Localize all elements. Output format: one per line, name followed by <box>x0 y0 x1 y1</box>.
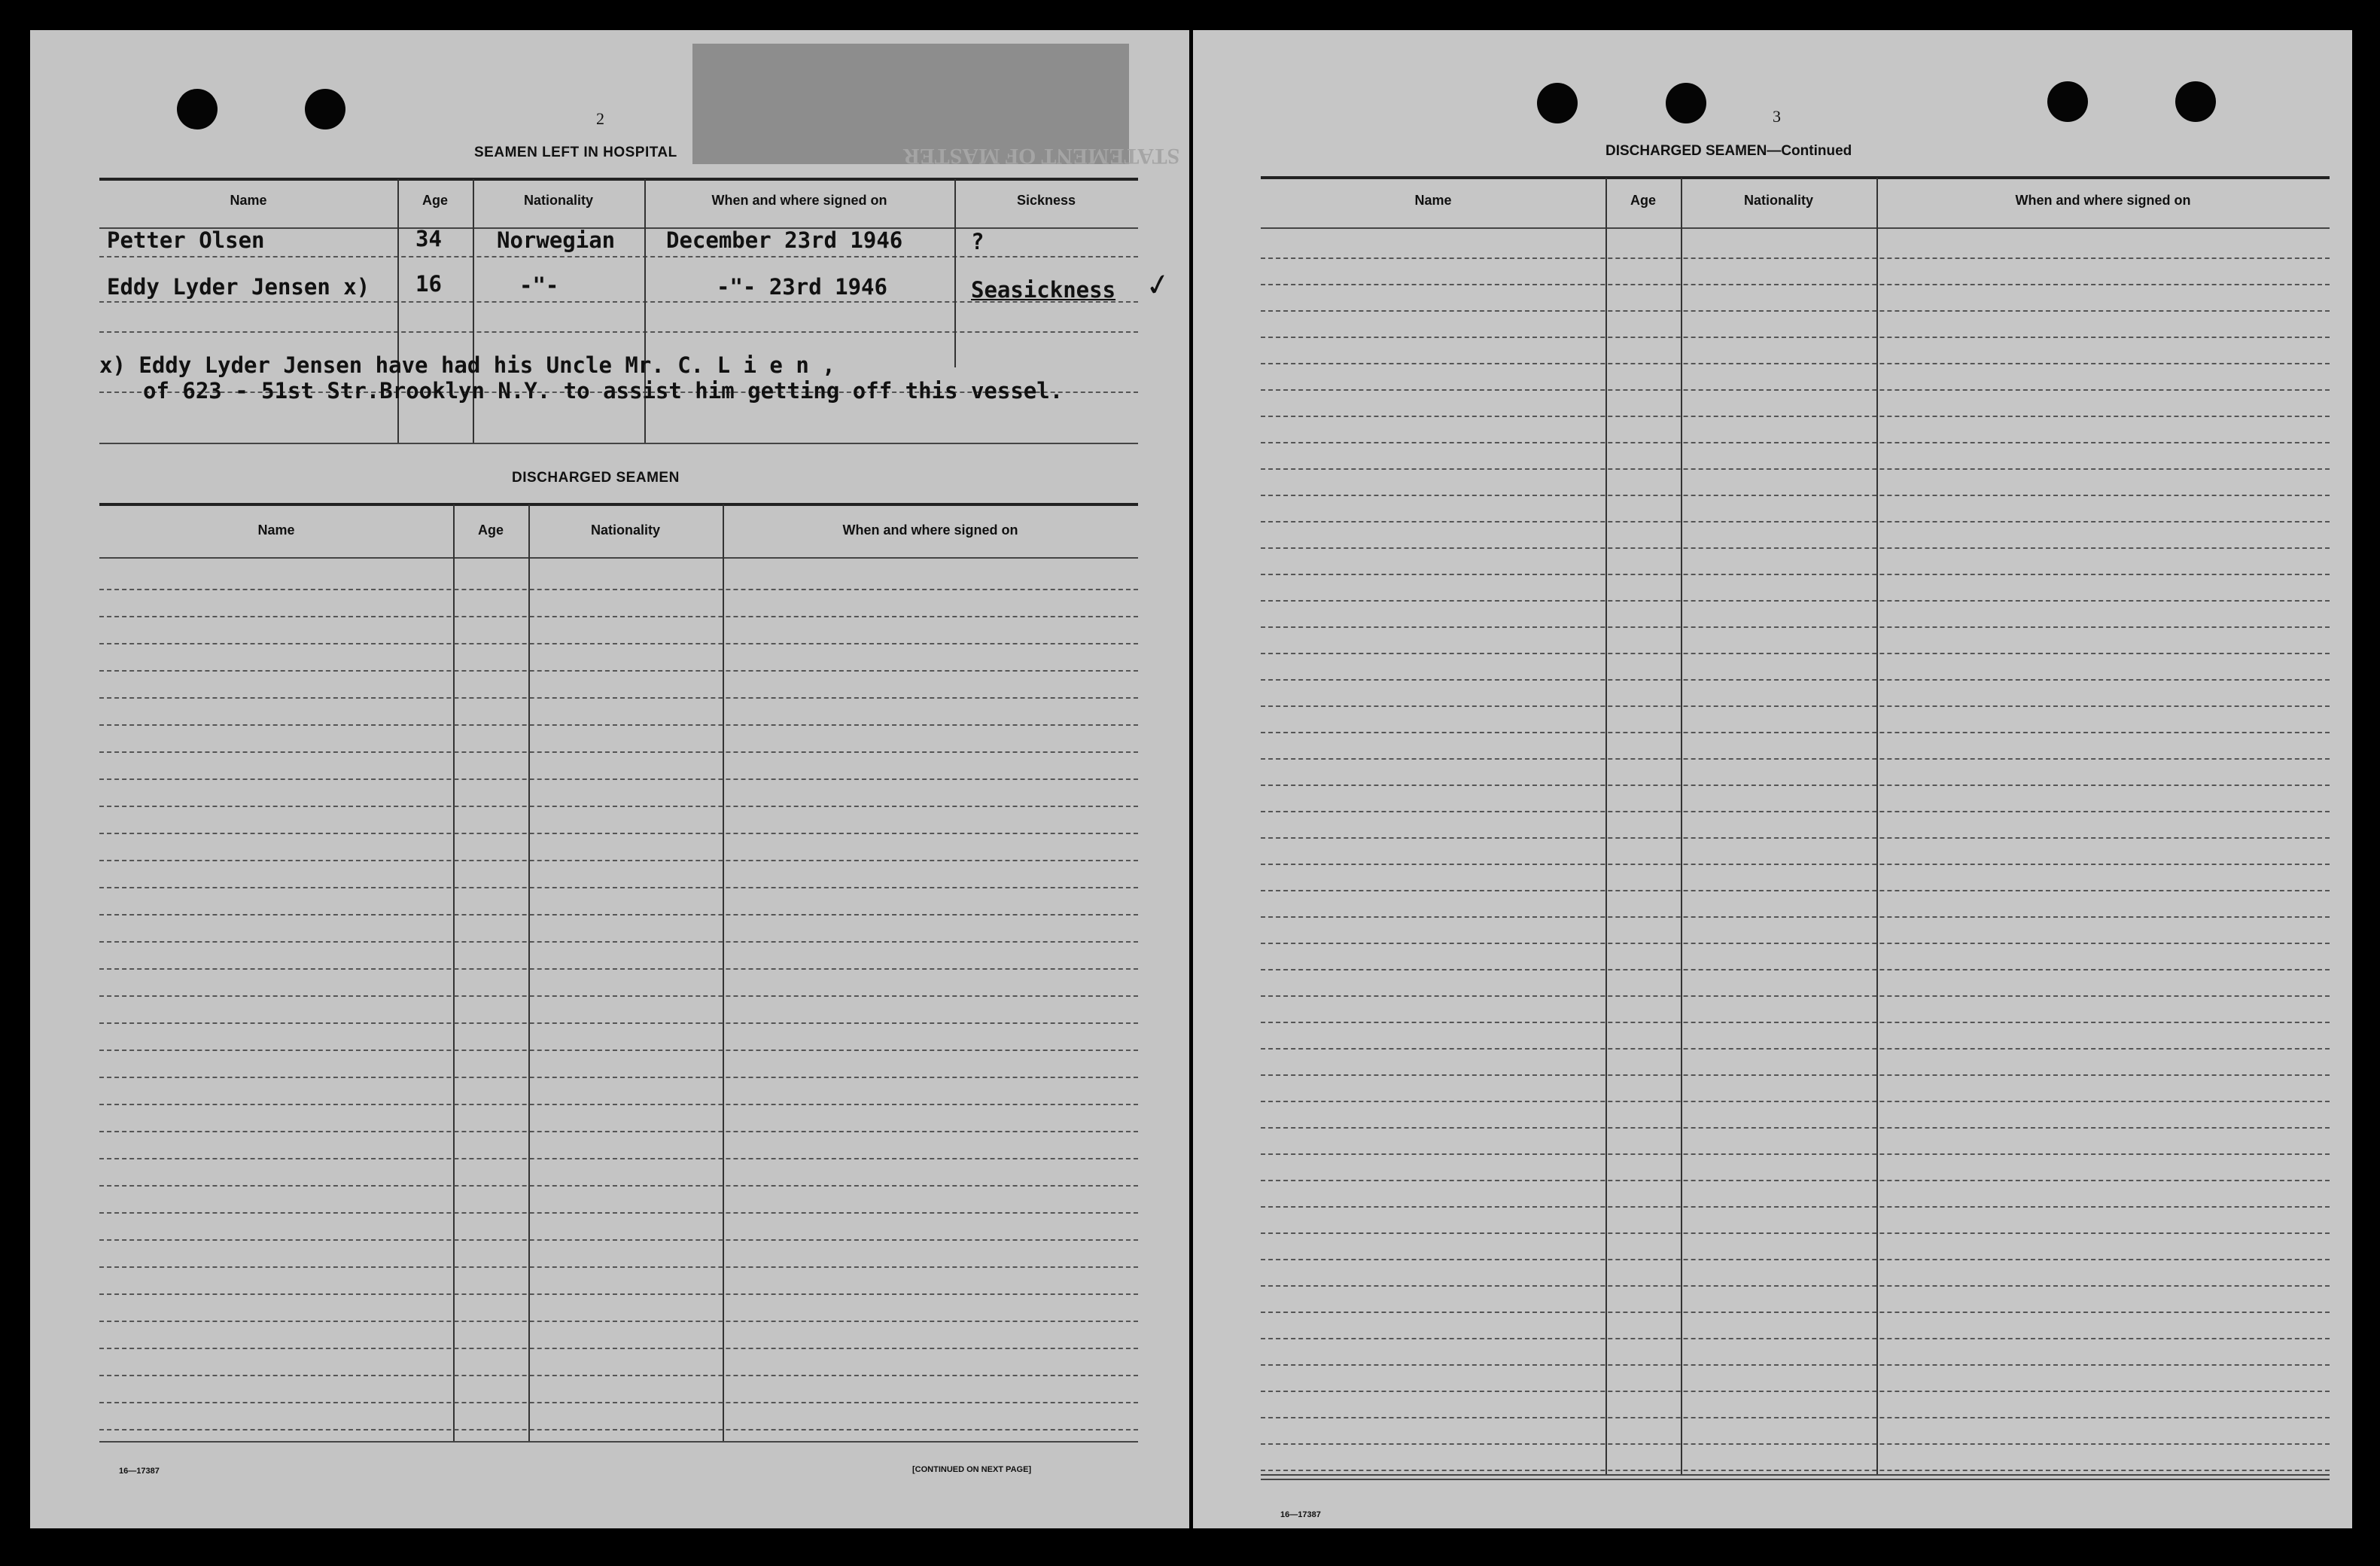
row-line <box>99 1375 1138 1376</box>
hospital-row-2-signed-on: -"- 23rd 1946 <box>717 274 887 300</box>
row-line <box>99 914 1138 916</box>
row-line <box>1261 811 2330 812</box>
table-rule <box>1261 176 2330 179</box>
row-line <box>1261 837 2330 839</box>
col-header-signed-on: When and where signed on <box>711 193 887 208</box>
row-line <box>1261 1470 2330 1471</box>
table-rule <box>1261 1474 2330 1476</box>
row-line <box>99 643 1138 644</box>
table-rule <box>99 1441 1138 1443</box>
row-line <box>1261 574 2330 575</box>
row-line <box>99 256 1138 257</box>
hospital-row-1-name: Petter Olsen <box>107 227 265 253</box>
hospital-row-1-age: 34 <box>415 226 442 251</box>
table-rule <box>99 178 1138 181</box>
row-line <box>1261 1206 2330 1208</box>
form-number: 16—17387 <box>119 1467 160 1476</box>
col-header-age: Age <box>477 523 504 538</box>
col-header-sickness: Sickness <box>1016 193 1076 208</box>
row-line <box>1261 547 2330 549</box>
page-number: 3 <box>1773 107 1781 126</box>
row-line <box>99 1266 1138 1268</box>
hospital-row-2-age: 16 <box>415 271 442 297</box>
column-divider <box>1681 178 1682 1474</box>
row-line <box>1261 389 2330 391</box>
row-line <box>1261 705 2330 707</box>
row-line <box>1261 468 2330 470</box>
column-divider <box>723 504 724 1442</box>
table-rule <box>1261 1479 2330 1480</box>
row-line <box>1261 521 2330 523</box>
row-line <box>99 670 1138 672</box>
row-line <box>99 1185 1138 1187</box>
row-line <box>99 1348 1138 1349</box>
row-line <box>1261 653 2330 654</box>
row-line <box>1261 1312 2330 1313</box>
punch-hole <box>2175 81 2216 122</box>
left-page <box>30 30 1189 1528</box>
row-line <box>1261 363 2330 364</box>
hospital-section-title: SEAMEN LEFT IN HOSPITAL <box>474 145 677 160</box>
row-line <box>1261 257 2330 259</box>
col-header-name: Name <box>1414 193 1452 208</box>
row-line <box>1261 785 2330 786</box>
row-line <box>1261 1259 2330 1260</box>
row-line <box>99 1239 1138 1241</box>
table-rule <box>99 557 1138 559</box>
row-line <box>99 331 1138 333</box>
row-line <box>99 1212 1138 1214</box>
row-line <box>1261 1022 2330 1023</box>
page-number: 2 <box>596 109 604 128</box>
row-line <box>1261 969 2330 970</box>
note-line-2: of 623 - 51st Str.Brooklyn N.Y. to assist him getting off this vessel. <box>143 378 1064 404</box>
table-rule <box>1261 227 2330 229</box>
row-line <box>99 778 1138 780</box>
column-divider <box>1876 178 1878 1474</box>
col-header-signed-on: When and where signed on <box>842 523 1018 538</box>
row-line <box>1261 732 2330 733</box>
table-rule <box>99 443 1138 444</box>
row-line <box>99 1050 1138 1051</box>
checkmark-icon: ✓ <box>1143 266 1174 305</box>
row-line <box>99 589 1138 590</box>
row-line <box>99 751 1138 753</box>
column-divider <box>453 504 455 1442</box>
hospital-row-2-sickness: Seasickness <box>971 277 1116 303</box>
row-line <box>99 1321 1138 1322</box>
row-line <box>99 860 1138 861</box>
title-rest: —Continued <box>1767 143 1852 159</box>
table-rule <box>99 503 1138 506</box>
right-page <box>1193 30 2352 1528</box>
row-line <box>99 833 1138 834</box>
continued-note: [CONTINUED ON NEXT PAGE] <box>912 1465 1032 1474</box>
row-line <box>1261 1127 2330 1129</box>
row-line <box>1261 495 2330 496</box>
row-line <box>1261 1074 2330 1076</box>
row-line <box>1261 1048 2330 1050</box>
hospital-row-1-nationality: Norwegian <box>497 227 616 253</box>
col-header-signed-on: When and where signed on <box>2015 193 2191 208</box>
punch-hole <box>177 89 218 129</box>
discharged-section-title: DISCHARGED SEAMEN <box>512 470 680 486</box>
row-line <box>99 806 1138 807</box>
row-line <box>99 1131 1138 1132</box>
hospital-row-1-sickness: ? <box>971 229 985 254</box>
row-line <box>99 724 1138 726</box>
title-bold: DISCHARGED SEAMEN <box>1605 143 1767 159</box>
row-line <box>99 1104 1138 1105</box>
row-line <box>1261 600 2330 602</box>
row-line <box>99 1158 1138 1159</box>
row-line <box>99 697 1138 699</box>
row-line <box>1261 1338 2330 1339</box>
col-header-name: Name <box>230 193 267 208</box>
row-line <box>99 995 1138 997</box>
row-line <box>99 1429 1138 1430</box>
col-header-name: Name <box>257 523 295 538</box>
row-line <box>1261 1180 2330 1181</box>
row-line <box>1261 416 2330 417</box>
punch-hole <box>1537 83 1578 123</box>
col-header-nationality: Nationality <box>523 193 593 208</box>
hospital-row-1-signed-on: December 23rd 1946 <box>666 227 903 253</box>
note-line-1: x) Eddy Lyder Jensen have had his Uncle Mr. C. L i e n , <box>99 352 835 378</box>
hospital-row-2-nationality: -"- <box>519 273 559 298</box>
col-header-nationality: Nationality <box>590 523 660 538</box>
bleed-through-text: STATEMENT OF MASTER <box>903 144 1180 169</box>
row-line <box>1261 1232 2330 1234</box>
column-divider <box>1605 178 1607 1474</box>
col-header-nationality: Nationality <box>1743 193 1813 208</box>
punch-hole <box>1666 83 1706 123</box>
row-line <box>99 968 1138 970</box>
row-line <box>99 887 1138 888</box>
row-line <box>99 1402 1138 1403</box>
punch-hole <box>2047 81 2088 122</box>
row-line <box>1261 1417 2330 1418</box>
row-line <box>1261 916 2330 918</box>
row-line <box>1261 995 2330 997</box>
row-line <box>1261 442 2330 443</box>
row-line <box>1261 758 2330 760</box>
row-line <box>99 941 1138 943</box>
row-line <box>1261 1391 2330 1392</box>
hospital-row-2-name: Eddy Lyder Jensen x) <box>107 274 370 300</box>
row-line <box>99 1022 1138 1024</box>
row-line <box>99 1293 1138 1295</box>
row-line <box>1261 1285 2330 1287</box>
row-line <box>1261 310 2330 312</box>
col-header-age: Age <box>422 193 448 208</box>
page-title <box>1605 143 1852 160</box>
column-divider <box>528 504 530 1442</box>
row-line <box>1261 1443 2330 1445</box>
row-line <box>1261 284 2330 285</box>
row-line <box>1261 337 2330 338</box>
row-line <box>99 1077 1138 1078</box>
row-line <box>1261 626 2330 628</box>
row-line <box>99 616 1138 617</box>
col-header-age: Age <box>1630 193 1656 208</box>
row-line <box>1261 890 2330 891</box>
row-line <box>1261 864 2330 865</box>
row-line <box>1261 1101 2330 1102</box>
form-number: 16—17387 <box>1280 1510 1321 1519</box>
punch-hole <box>305 89 345 129</box>
row-line <box>1261 679 2330 681</box>
row-line <box>1261 1364 2330 1366</box>
row-line <box>1261 1153 2330 1155</box>
row-line <box>1261 943 2330 944</box>
